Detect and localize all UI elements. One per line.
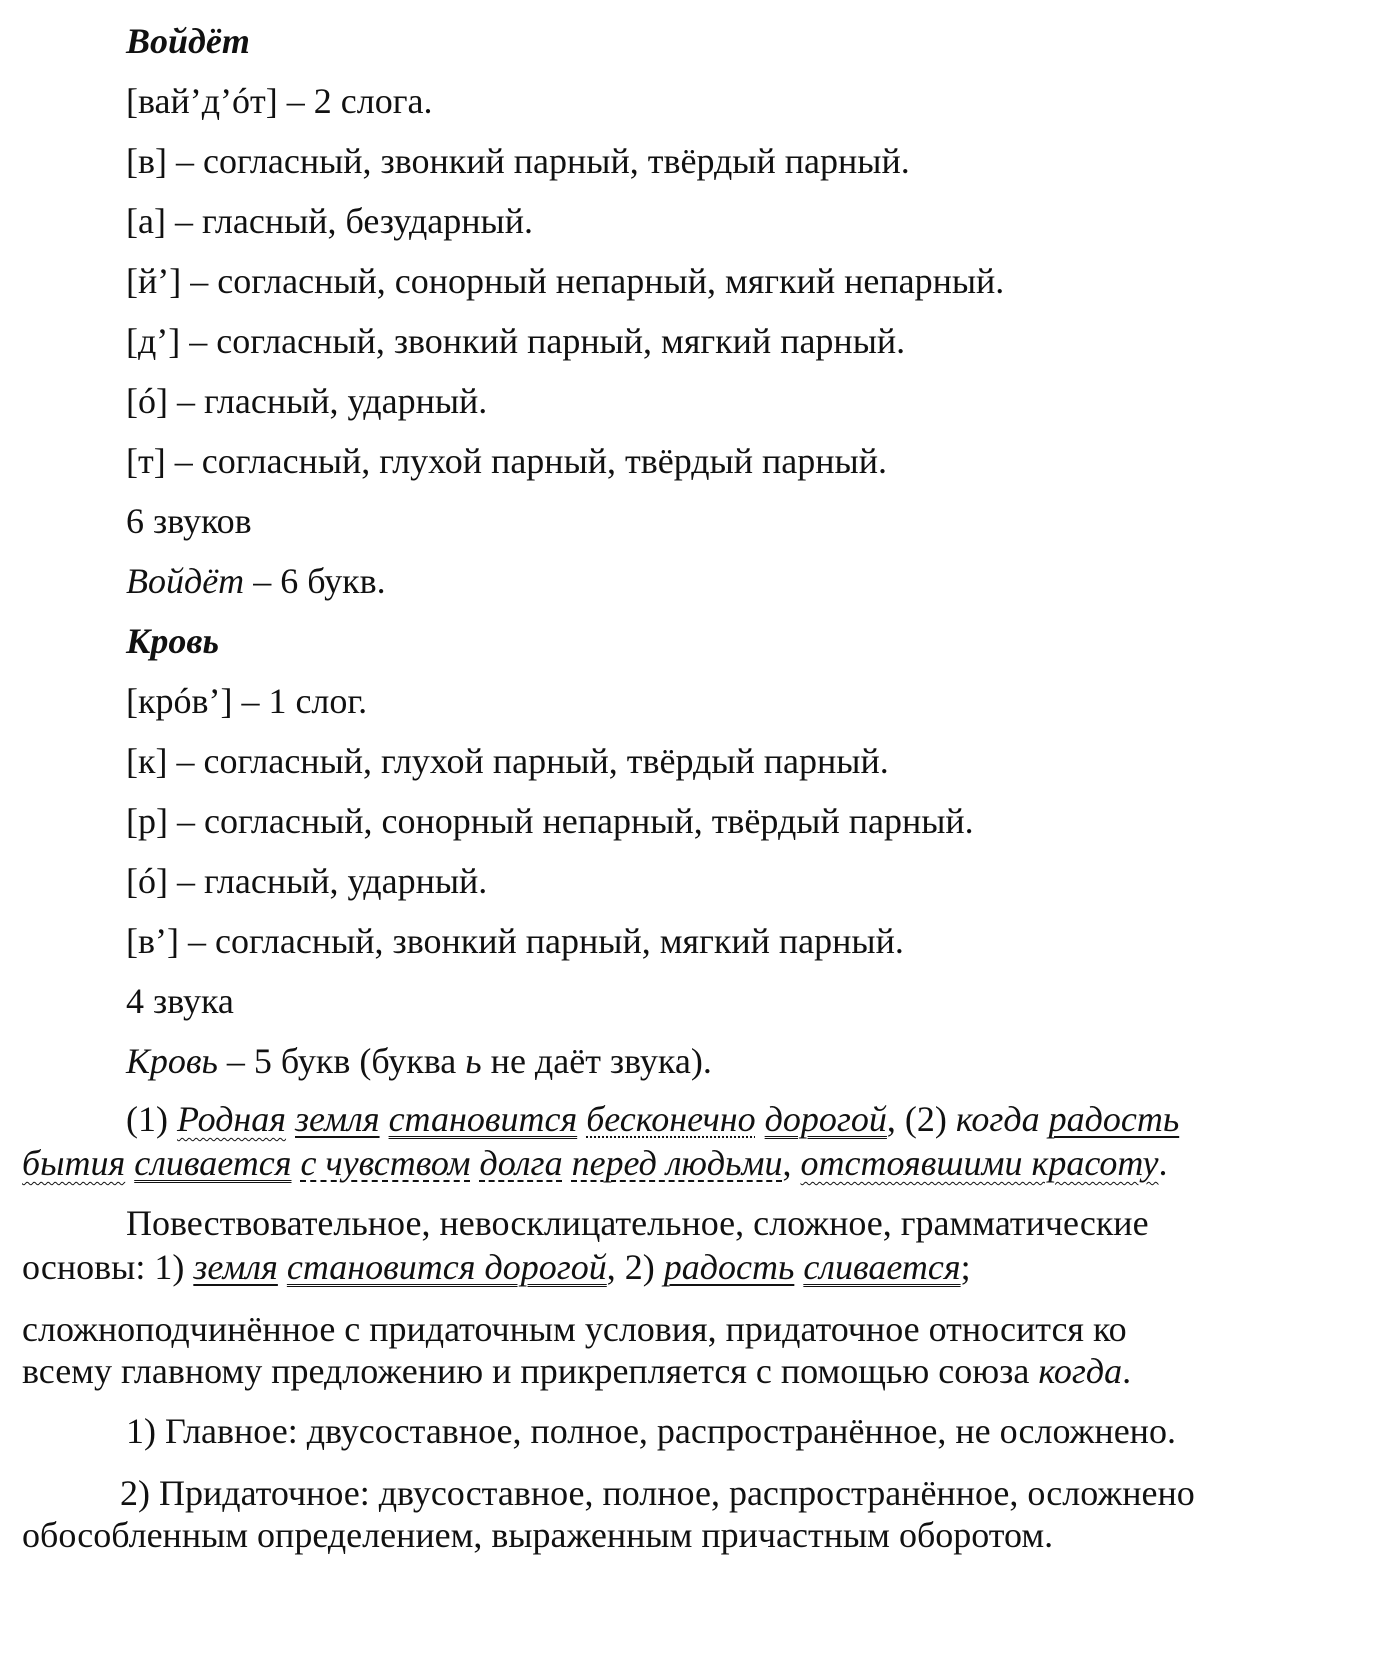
italic-text bbox=[563, 1143, 572, 1183]
plain-text: . bbox=[1158, 1143, 1168, 1183]
analysis-line-1: Повествовательное, невосклицательное, сложное, грамматические bbox=[126, 1203, 1149, 1243]
italic-text bbox=[577, 1099, 586, 1139]
conjunction-word: когда bbox=[1038, 1351, 1123, 1391]
word1-sound-6: [т] – согласный, глухой парный, твёрдый парный. bbox=[126, 441, 887, 481]
word2-title: Кровь bbox=[126, 621, 219, 661]
italic-text bbox=[292, 1143, 301, 1183]
analysis-line-2 bbox=[22, 1246, 971, 1288]
predicate-word: становится дорогой bbox=[286, 1247, 607, 1287]
sentence-line-2 bbox=[22, 1142, 1168, 1184]
subordinate-clause-analysis-1: 2) Придаточное: двусоставное, полное, распространённое, осложнено bbox=[120, 1473, 1195, 1513]
analysis-line-3: сложноподчинённое с придаточным условия, придаточное относится ко bbox=[22, 1309, 1127, 1349]
subject-word: радость bbox=[663, 1247, 795, 1287]
plain-text: ; bbox=[960, 1247, 971, 1287]
word2-sound-2: [р] – согласный, сонорный непарный, твёрдый парный. bbox=[126, 801, 974, 841]
italic-text bbox=[380, 1099, 389, 1139]
word2-letters-word: Кровь bbox=[126, 1041, 218, 1081]
attribute-word: отстоявшими красоту bbox=[800, 1143, 1159, 1183]
object-word: долга bbox=[479, 1143, 563, 1183]
italic-text bbox=[794, 1247, 803, 1287]
word1-letter-count bbox=[126, 560, 386, 602]
italic-text bbox=[286, 1099, 295, 1139]
word2-letters-text-b: не даёт звука). bbox=[481, 1041, 712, 1081]
word2-soft-sign: ь bbox=[465, 1041, 482, 1081]
word1-sound-count: 6 звуков bbox=[126, 501, 252, 541]
italic-text bbox=[125, 1143, 134, 1183]
word1-sound-1: [в] – согласный, звонкий парный, твёрдый парный. bbox=[126, 141, 910, 181]
word1-sound-5: [ó] – гласный, ударный. bbox=[126, 381, 488, 421]
italic-text bbox=[1040, 1099, 1049, 1139]
attribute-word: бытия bbox=[22, 1143, 126, 1183]
subject-word: земля bbox=[193, 1247, 278, 1287]
subject-word: земля bbox=[295, 1099, 380, 1139]
predicate-word: сливается bbox=[134, 1143, 292, 1183]
word1-letters-text: – 6 букв. bbox=[244, 561, 386, 601]
word1-sound-3: [й’] – согласный, сонорный непарный, мягкий непарный. bbox=[126, 261, 1005, 301]
word2-sound-4: [в’] – согласный, звонкий парный, мягкий парный. bbox=[126, 921, 904, 961]
word2-sound-count: 4 звука bbox=[126, 981, 234, 1021]
italic-text bbox=[471, 1143, 480, 1183]
italic-text bbox=[278, 1247, 287, 1287]
attribute-word: Родная bbox=[176, 1099, 287, 1139]
italic-text bbox=[756, 1099, 765, 1139]
word2-sound-3: [ó] – гласный, ударный. bbox=[126, 861, 488, 901]
plain-text: основы: 1) bbox=[22, 1247, 194, 1287]
sentence-line-1 bbox=[126, 1098, 1179, 1140]
word2-letter-count bbox=[126, 1040, 712, 1082]
italic-text: когда bbox=[955, 1099, 1040, 1139]
word1-transcription: [вай’д’óт] – 2 слога. bbox=[126, 81, 433, 121]
plain-text: , 2) bbox=[606, 1247, 664, 1287]
word1-sound-2: [а] – гласный, безударный. bbox=[126, 201, 534, 241]
object-word: перед людьми bbox=[571, 1143, 783, 1183]
word2-sound-1: [к] – согласный, глухой парный, твёрдый парный. bbox=[126, 741, 889, 781]
adverbial-word: бесконечно bbox=[586, 1099, 756, 1139]
analysis-line-4-end: . bbox=[1122, 1351, 1132, 1391]
predicate-word: дорогой bbox=[764, 1099, 887, 1139]
analysis-line-4 bbox=[22, 1350, 1131, 1392]
analysis-line-4-text: всему главному предложению и прикрепляется с помощью союза bbox=[22, 1351, 1039, 1391]
word2-transcription: [крóв’] – 1 слог. bbox=[126, 681, 368, 721]
predicate-word: сливается bbox=[803, 1247, 961, 1287]
plain-text: , bbox=[782, 1143, 801, 1183]
word1-sound-4: [д’] – согласный, звонкий парный, мягкий парный. bbox=[126, 321, 906, 361]
predicate-word: становится bbox=[388, 1099, 578, 1139]
word1-title: Войдёт bbox=[126, 21, 250, 61]
word2-letters-text-a: – 5 букв (буква bbox=[217, 1041, 466, 1081]
subject-word: радость bbox=[1048, 1099, 1180, 1139]
subordinate-clause-analysis-2: обособленным определением, выраженным причастным оборотом. bbox=[22, 1515, 1054, 1555]
plain-text: , (2) bbox=[886, 1099, 956, 1139]
word1-letters-word: Войдёт bbox=[126, 561, 245, 601]
main-clause-analysis: 1) Главное: двусоставное, полное, распространённое, не осложнено. bbox=[126, 1411, 1176, 1451]
object-word: с чувством bbox=[300, 1143, 471, 1183]
plain-text: (1) bbox=[126, 1099, 177, 1139]
